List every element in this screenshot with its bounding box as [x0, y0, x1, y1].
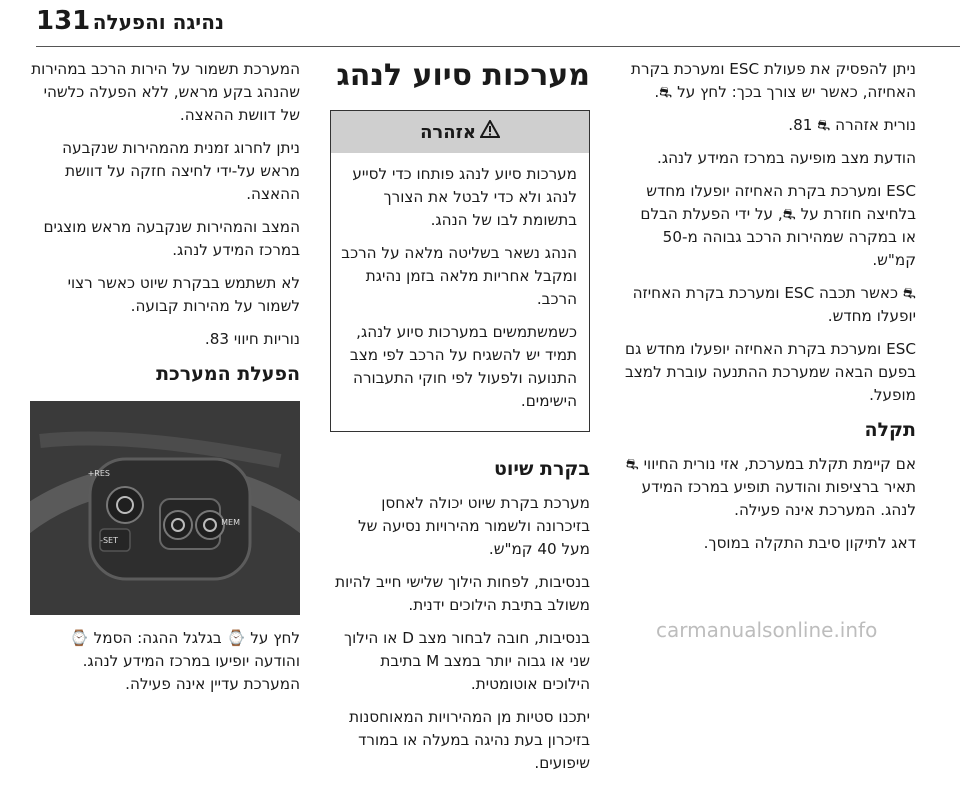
paragraph: ESC ומערכת בקרת האחיזה יופעלו מחדש גם בפעם הבאה שמערכת ההתנעה עוברת למצב מופעל. [625, 340, 916, 404]
warning-header [331, 111, 589, 153]
paragraph: הודעת מצב מופיעה במרכז המידע לנהג. [657, 149, 916, 167]
middle-column [330, 58, 590, 785]
button-label-mem: MEM [221, 518, 240, 527]
paragraph: יתכנו סטיות מן המהירויות המאוחסנות בזיכרון בעת נהיגה במעלה או במורד שיפועים. [349, 708, 590, 772]
paragraph: בנסיבות, חובה לבחור מצב D או הילוך שני או גבוה יותר במצב M בתיבת הילוכים אוטומטית. [344, 629, 590, 693]
left-column [30, 58, 300, 706]
warning-box [330, 110, 590, 432]
paragraph: נוריות חיווי 83. [204, 330, 300, 348]
page-number: 131 [36, 6, 91, 36]
fault-heading: תקלה [864, 419, 916, 441]
activation-heading: הפעלת המערכת [156, 363, 300, 385]
button-label-res: RES+ [87, 469, 110, 478]
steering-wheel-photo [30, 401, 300, 615]
paragraph: נורית אזהרה ⛐ 81. [788, 116, 916, 134]
paragraph: המצב והמהירות שנקבעה מראש מוצגים במרכז המידע לנהג. [43, 218, 300, 259]
chapter-title: נהיגה והפעלה [92, 10, 224, 34]
paragraph: בנסיבות, לפחות הילוך שלישי חייב להיות משולב בתיבת הילוכים ידנית. [335, 573, 590, 614]
paragraph: ⛐ כאשר תכבה ESC ומערכת בקרת האחיזה יופעלו מחדש. [632, 284, 916, 325]
page-header [0, 0, 960, 42]
paragraph: דאג לתיקון סיבת התקלה במוסך. [703, 534, 916, 552]
warning-paragraph: מערכות סיוע לנהג פותחו כדי לסייע לנהג ולא כדי לבטל את הצורך בתשומת לבו של הנהג. [352, 165, 577, 229]
warning-paragraph: הנהג נשאר בשליטה מלאה על הרכב ומקבל אחריות מלאה בזמן נהיגת הרכב. [341, 244, 577, 308]
paragraph: ESC ומערכת בקרת האחיזה יופעלו מחדש בלחיצה חוזרת על ⛐, על ידי הפעלת הבלם או במקרה שמהירות הרכב גבוהה מ-50 קמ"ש. [640, 182, 916, 269]
paragraph: המערכת תשמור על הירות הרכב במהירות שהנהג בקע מראש, ללא הפעלה כלשהי של דוושת ההאצה. [31, 60, 300, 124]
paragraph: אם קיימת תקלת במערכת, אזי נורית החיווי ⛐ תאיר ברציפות והודעה תופיע במרכז המידע לנהג. המערכת אינה פעילה. [625, 455, 916, 519]
right-column [624, 58, 916, 565]
warning-icon [480, 120, 500, 144]
paragraph: לא תשתמש בבקרת שיוט כאשר רצוי לשמור על מהירות קבועה. [67, 274, 300, 315]
paragraph: מערכת בקרת שיוט יכולה לאחסן בזיכרונה ולשמור מהירויות נסיעה של מעל 40 קמ"ש. [357, 494, 590, 558]
button-label-set: SET- [100, 536, 118, 545]
section-title: מערכות סיוע לנהג [336, 58, 590, 93]
cruise-control-heading: בקרת שיוט [493, 458, 590, 480]
photo-caption: לחץ על ⌚ בגלגל ההגה: הסמל ⌚ והודעה יופיעו במרכז המידע לנהג. המערכת עדיין אינה פעילה. [69, 629, 300, 693]
paragraph: ניתן להפסיק את פעולת ESC ומערכת בקרת האחיזה, כאשר יש צורך בכך: לחץ על ⛐. [630, 60, 916, 101]
header-divider [36, 46, 960, 47]
warning-paragraph: כשמשתמשים במערכות סיוע לנהג, תמיד יש להשגיח על הרכב לפי מצב התנועה ולפעול לפי חוקי התעבורה הישימים. [349, 323, 577, 410]
paragraph: ניתן לחרוג זמנית מהמהירות שנקבעה מראש על-ידי לחיצה חזקה על דוושת ההאצה. [62, 139, 300, 203]
watermark: carmanualsonline.info [656, 618, 878, 642]
warning-body [331, 153, 589, 431]
warning-title: אזהרה [420, 121, 476, 143]
